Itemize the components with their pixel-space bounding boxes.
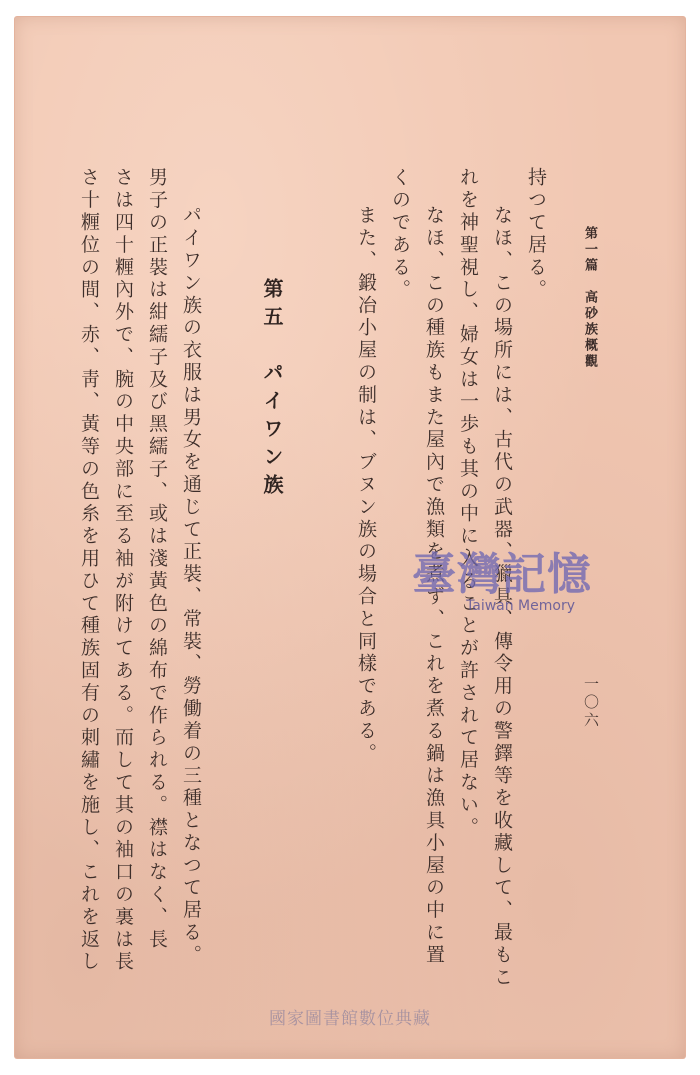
text-line-10: さ十糎位の間、赤、靑、黃等の色糸を用ひて種族固有の刺繡を施し、これを返し	[78, 167, 100, 974]
watermark-logo: 臺灣記憶	[412, 549, 592, 600]
library-watermark: 國家圖書館數位典藏	[269, 1009, 431, 1029]
text-line-6: また、鍛冶小屋の制は、ブヌン族の場合と同樣である。	[355, 205, 377, 765]
text-line-1: 持つて居る。	[525, 167, 547, 302]
text-line-8: 男子の正裝は紺繻子及び黑繻子、或は淺黃色の綿布で作られる。襟はなく、長	[146, 167, 168, 951]
running-head: 第一篇 高砂族概觀	[582, 226, 597, 370]
page-number: 一〇六	[582, 676, 600, 730]
section-heading: 第五 パイワン族	[260, 278, 284, 502]
book-page	[14, 16, 686, 1059]
watermark-caption: Taiwan Memory	[466, 598, 575, 614]
text-line-2: なほ、この場所には、古代の武器、獵具、傳令用の警鐸等を收藏して、最もこ	[491, 205, 513, 989]
text-line-5: くのである。	[389, 167, 411, 302]
text-line-7: パイワン族の衣服は男女を通じて正裝、常裝、勞働着の三種となつて居る。	[180, 205, 202, 967]
text-line-3: れを神聖視し、婦女は一歩も其の中に入ることが許されて居ない。	[457, 167, 479, 839]
taiwan-memory-watermark	[412, 538, 592, 634]
text-line-9: さは四十糎內外で、腕の中央部に至る袖が附けてある。而して其の袖口の裏は長	[112, 167, 134, 974]
text-line-4: なほ、この種族もまた屋內で漁類を煮ず、これを煮る鍋は漁具小屋の中に置	[423, 205, 445, 967]
